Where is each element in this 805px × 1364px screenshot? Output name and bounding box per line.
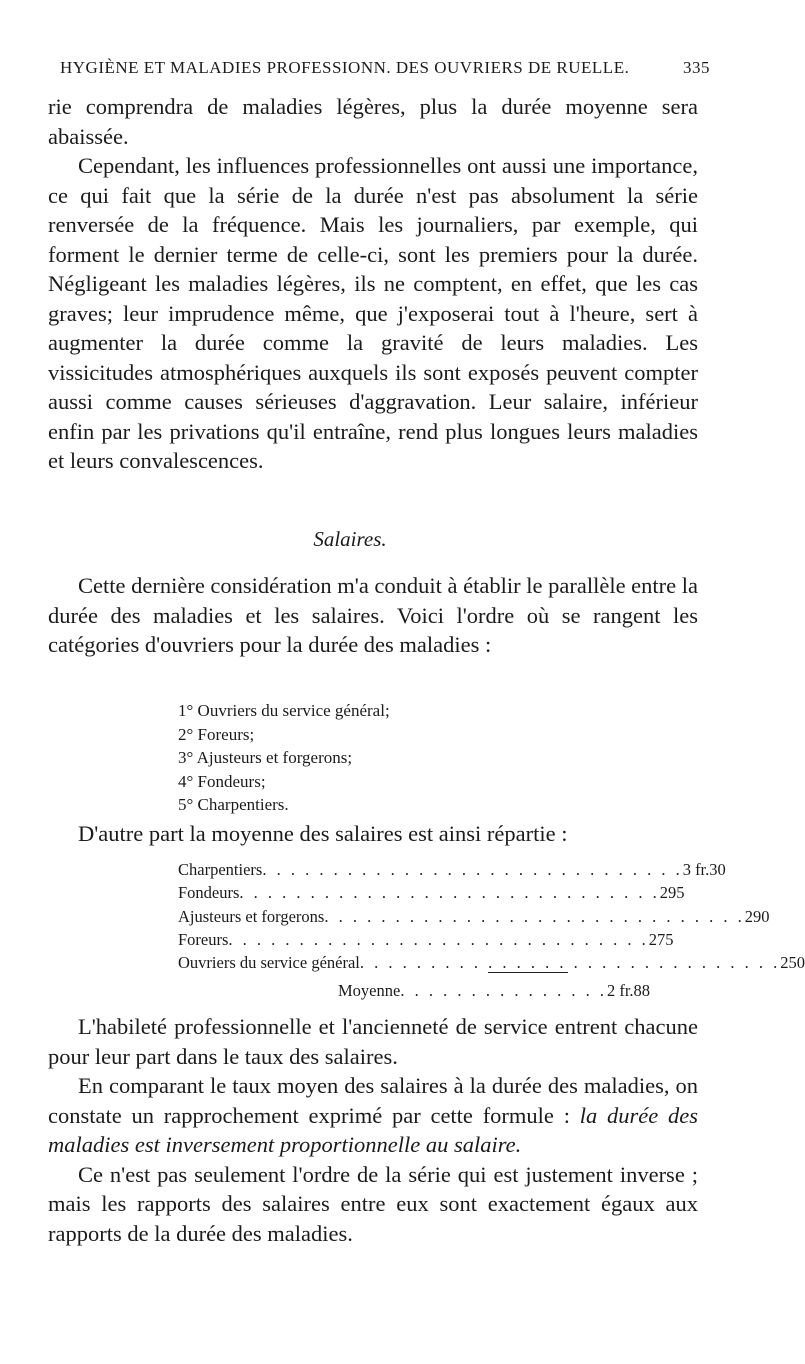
formule-italic: la durée des maladies est inversement proportionnelle au salaire.: [48, 1102, 698, 1157]
row-cents: 95: [668, 883, 685, 903]
row-cents: 30: [709, 860, 726, 879]
average-cents: 88: [633, 981, 651, 1000]
row-francs: 2: [780, 953, 789, 973]
row-label: Foreurs: [178, 929, 229, 949]
sum-rule: [488, 972, 568, 973]
leader-dots: . . . . . . . . . . . . . . . . . . . . . . . . . . . . . .: [324, 906, 745, 926]
list-item: 1° Ouvriers du service général;: [178, 701, 390, 720]
paragraph-final: Ce n'est pas seulement l'ordre de la série qui est justement inverse ; mais les rapports des salaires entre eux sont exactement égaux aux rapports de la durée des maladies.: [48, 1161, 698, 1246]
row-cents: 75: [657, 929, 674, 949]
top-text-block: [48, 92, 698, 476]
leader-dots: . . . . . . . . . . . . . . . . . . . . . . . . . . . . . .: [239, 883, 660, 903]
intro-block: [48, 571, 698, 660]
row-label: Fondeurs: [178, 883, 240, 903]
table-row: [178, 951, 805, 974]
section-title: Salaires.: [313, 527, 387, 551]
paragraph-intro: Cette dernière considération m'a conduit à établir le parallèle entre la durée des maladies et les salaires. Voici l'ordre où se rangent les catégories d'ouvriers pour la durée des maladies :: [48, 573, 699, 657]
table-row: [178, 858, 726, 881]
row-francs: 2: [659, 883, 669, 903]
paragraph-influences: Cependant, les influences professionnelles ont aussi une importance, ce qui fait que la série de la durée n'est pas absolument la série renversée de la fréquence. Mais les journaliers, par exemple, qui forment le dernier terme de celle-ci, sont les premiers pour la durée. Négligeant les maladies légères, ils ne comptent, en effet, que les cas graves; leur imprudence même, que j'exposerai tout à l'heure, sert à augmenter la durée comme la gravité de leurs maladies. Les vissicitudes atmosphériques auxquels ils sont exposés peuvent compter aussi comme causes sérieuses d'aggravation. Leur salaire, inférieur enfin par les privations qu'il entraîne, rend plus longues leurs maladies et leurs convalescences.: [48, 153, 698, 473]
row-cents: 90: [752, 906, 770, 926]
row-label: Charpentiers: [178, 860, 263, 879]
bottom-text-block: [48, 1012, 698, 1248]
ranking-list: [178, 699, 390, 817]
average-francs: 2 fr.: [606, 981, 634, 1000]
salary-intro-block: [48, 819, 698, 849]
leader-dots: . . . . . . . . . . . . . . . . . . . . . . . . . . . . . .: [228, 929, 649, 949]
average-row-wrap: [338, 979, 651, 1002]
running-header: [60, 58, 710, 78]
paragraph-salary-intro: D'autre part la moyenne des salaires est ainsi répartie :: [78, 821, 568, 846]
list-item: 4° Fondeurs;: [178, 771, 266, 791]
page-number: 335: [683, 58, 710, 77]
row-label: Ouvriers du service général: [178, 953, 360, 973]
list-item: 3° Ajusteurs et forgerons;: [178, 748, 353, 767]
row-cents: 50: [788, 953, 805, 973]
list-item: 5° Charpentiers.: [178, 795, 289, 814]
average-row: [338, 979, 651, 1002]
paragraph-continuation: rie comprendra de maladies légères, plus la durée moyenne sera abaissée.: [48, 94, 698, 149]
table-row: [178, 881, 685, 904]
formule-text: En comparant le taux moyen des salaires à la durée des maladies, on constate un rapprochement exprimé par cette formule :: [48, 1073, 698, 1128]
paragraph-habilete: L'habileté professionnelle et l'ancienneté de service entrent chacune pour leur part dans le taux des salaires.: [48, 1014, 698, 1069]
list-item: 2° Foreurs;: [178, 724, 255, 744]
leader-dots: . . . . . . . . . . . . . . . . . . . . . . . . . . . . . .: [359, 953, 781, 973]
salary-table: [178, 858, 805, 974]
paragraph-formule: [48, 1071, 698, 1160]
row-francs: 2: [648, 929, 658, 949]
table-row: [178, 928, 674, 951]
row-francs: 2: [744, 906, 753, 926]
table-row: [178, 905, 770, 928]
average-label: Moyenne: [338, 981, 401, 1000]
row-label: Ajusteurs et forgerons: [178, 906, 325, 926]
leader-dots: . . . . . . . . . . . . . . .: [400, 981, 607, 1000]
row-francs: 3 fr.: [682, 860, 710, 879]
leader-dots: . . . . . . . . . . . . . . . . . . . . . . . . . . . . . .: [262, 860, 683, 879]
running-title: HYGIÈNE ET MALADIES PROFESSIONN. DES OUVRIERS DE RUELLE.: [60, 58, 630, 77]
